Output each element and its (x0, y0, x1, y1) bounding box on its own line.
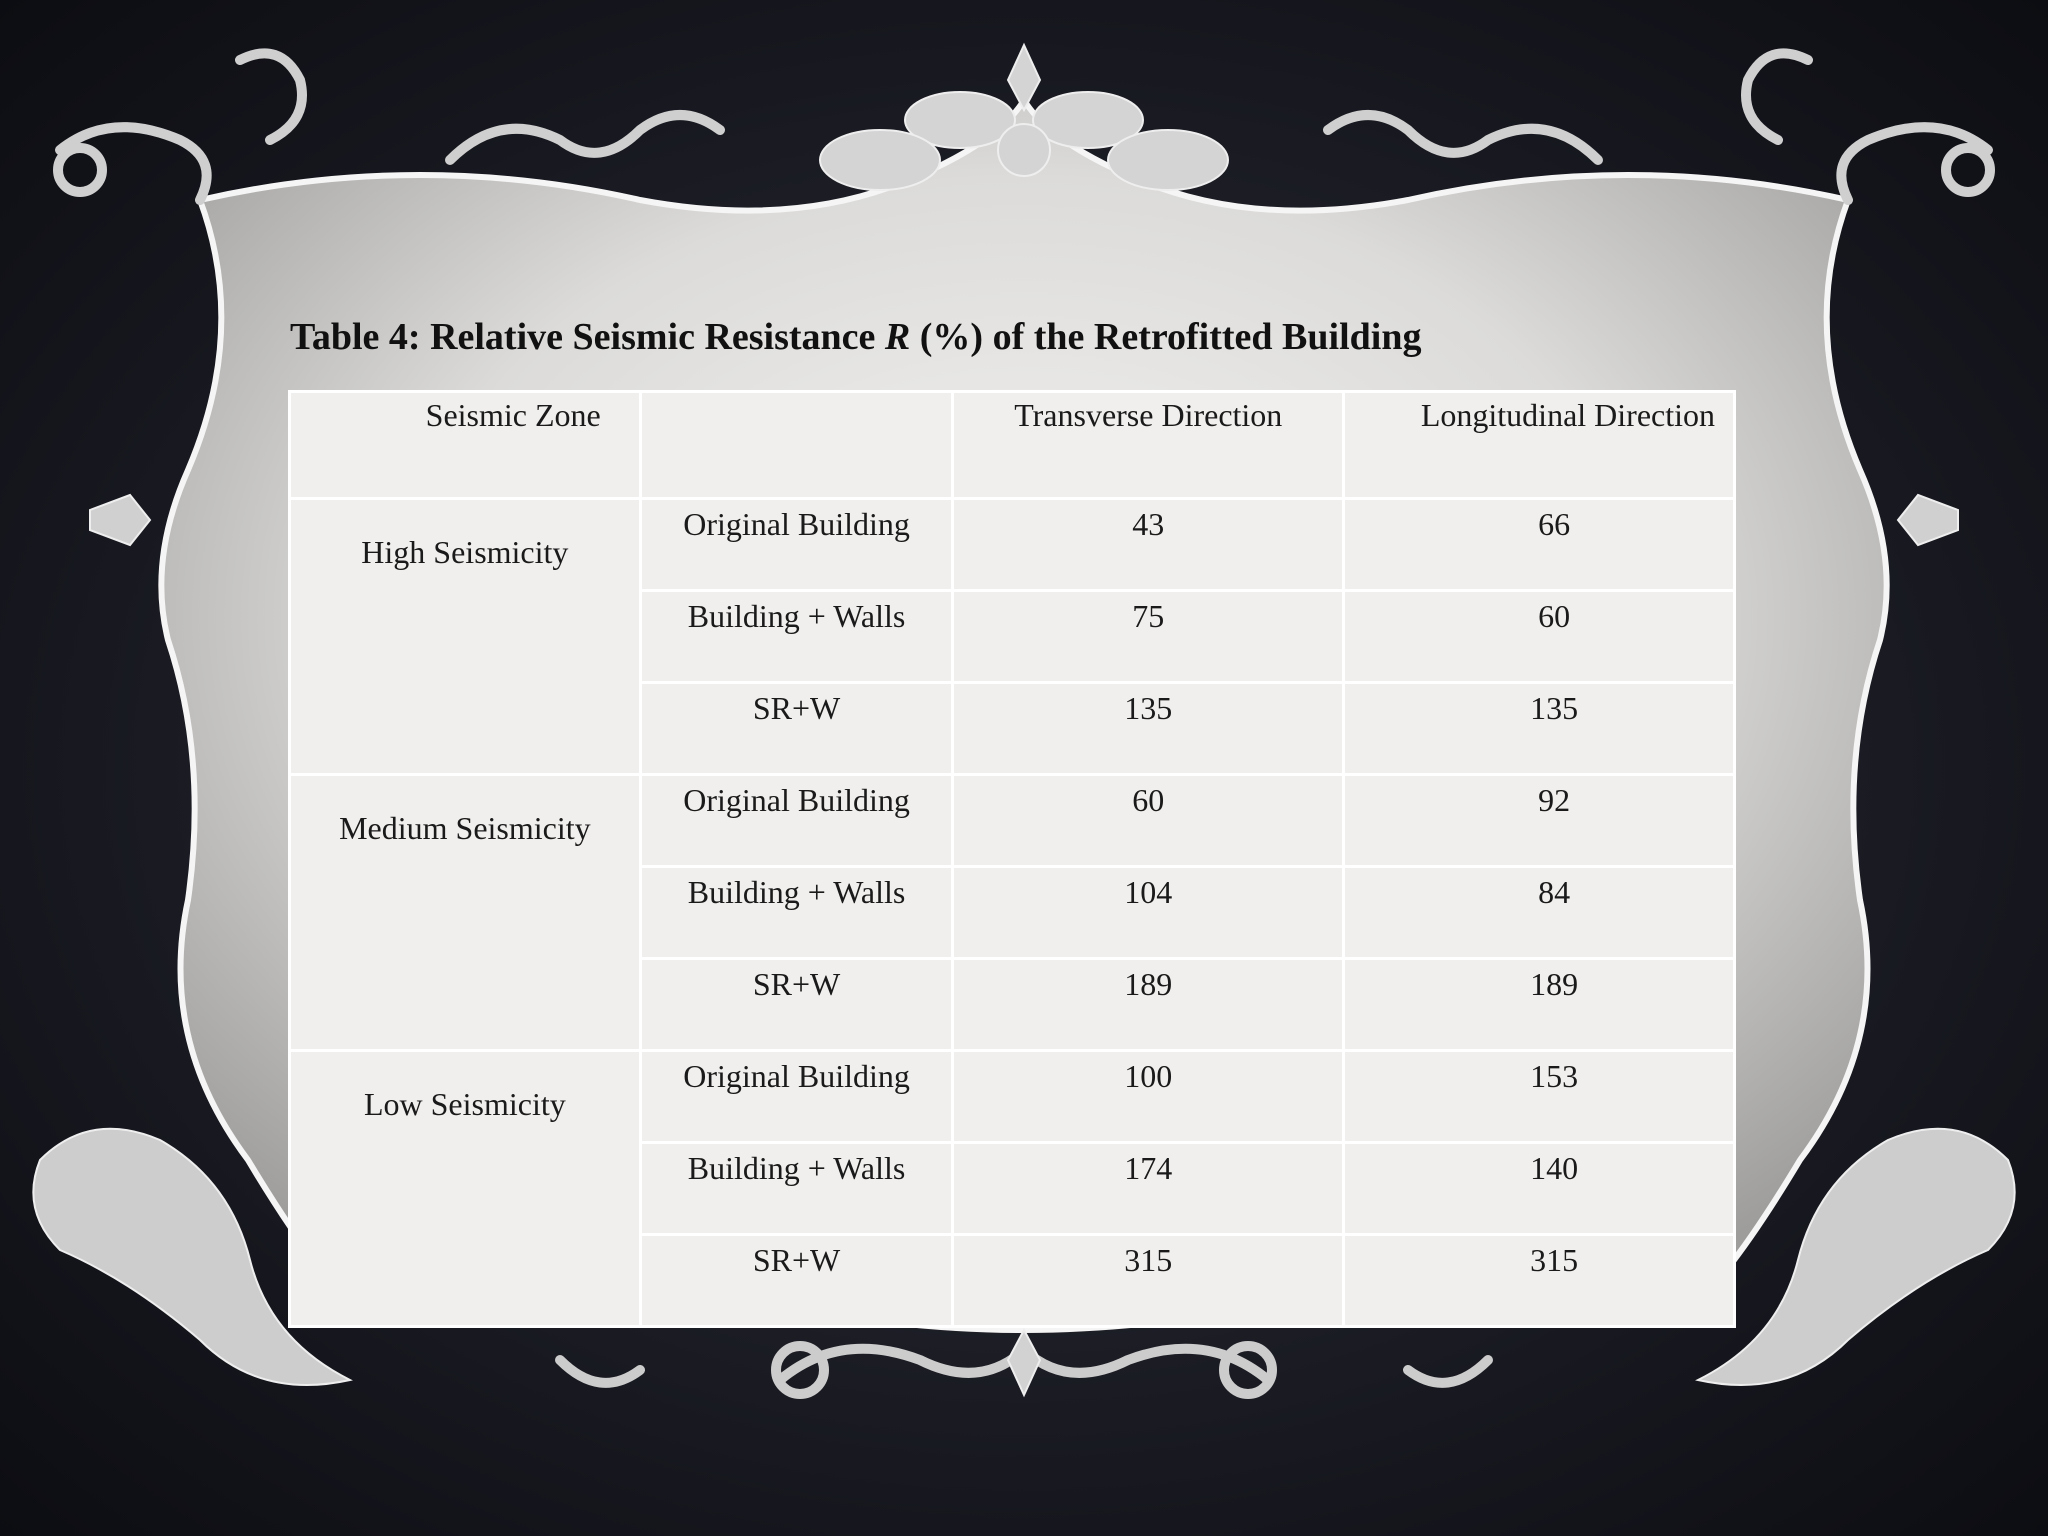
longitudinal-cell: 189 (1344, 959, 1735, 1051)
header-variant (640, 392, 953, 499)
header-transverse-direction: Transverse Direction (953, 392, 1344, 499)
transverse-cell: 60 (953, 775, 1344, 867)
transverse-cell: 189 (953, 959, 1344, 1051)
transverse-cell: 315 (953, 1235, 1344, 1327)
transverse-cell: 43 (953, 499, 1344, 591)
variant-cell: Building + Walls (640, 867, 953, 959)
variant-cell: Original Building (640, 775, 953, 867)
variant-cell: Building + Walls (640, 591, 953, 683)
longitudinal-cell: 140 (1344, 1143, 1735, 1235)
table-row (290, 1051, 1735, 1143)
transverse-cell: 75 (953, 591, 1344, 683)
longitudinal-cell: 60 (1344, 591, 1735, 683)
transverse-cell: 135 (953, 683, 1344, 775)
table-header-row (290, 392, 1735, 499)
zone-cell-low: Low Seismicity (290, 1051, 641, 1327)
longitudinal-cell: 153 (1344, 1051, 1735, 1143)
table-title (290, 315, 1690, 359)
table-row (290, 499, 1735, 591)
variant-cell: Building + Walls (640, 1143, 953, 1235)
title-prefix: Table 4: Relative Seismic Resistance (290, 316, 885, 358)
seismic-resistance-table (288, 390, 1736, 1328)
table-row (290, 775, 1735, 867)
longitudinal-cell: 135 (1344, 683, 1735, 775)
longitudinal-cell: 92 (1344, 775, 1735, 867)
zone-cell-high: High Seismicity (290, 499, 641, 775)
header-seismic-zone: Seismic Zone (290, 392, 641, 499)
variant-cell: SR+W (640, 1235, 953, 1327)
transverse-cell: 174 (953, 1143, 1344, 1235)
variant-cell: SR+W (640, 959, 953, 1051)
transverse-cell: 104 (953, 867, 1344, 959)
title-symbol: R (884, 316, 911, 358)
longitudinal-cell: 315 (1344, 1235, 1735, 1327)
bottom-center-crest (1008, 1330, 1040, 1395)
variant-cell: SR+W (640, 683, 953, 775)
longitudinal-cell: 84 (1344, 867, 1735, 959)
title-suffix: (%) of the Retrofitted Building (910, 316, 1422, 358)
variant-cell: Original Building (640, 1051, 953, 1143)
variant-cell: Original Building (640, 499, 953, 591)
zone-cell-medium: Medium Seismicity (290, 775, 641, 1051)
transverse-cell: 100 (953, 1051, 1344, 1143)
header-longitudinal-direction: Longitudinal Direction (1344, 392, 1735, 499)
longitudinal-cell: 66 (1344, 499, 1735, 591)
